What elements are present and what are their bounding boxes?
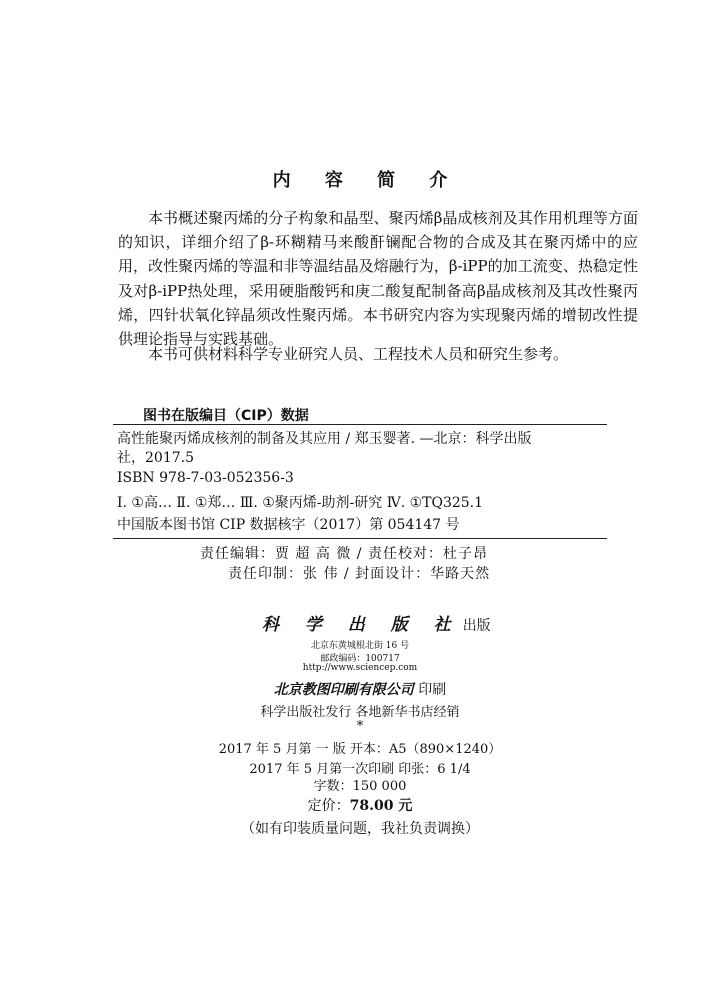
publisher-line xyxy=(262,610,491,635)
printer-name: 北京教图印刷有限公司 xyxy=(273,682,414,698)
summary-title: 内 容 简 介 xyxy=(272,170,462,191)
cip-isbn: ISBN 978-7-03-052356-3 xyxy=(117,470,294,486)
cip-classification: Ⅰ. ①高… Ⅱ. ①郑… Ⅲ. ①聚丙烯-助剂-研究 Ⅳ. ①TQ325.1 xyxy=(117,495,484,511)
publisher-name: 科 学 出 版 社 xyxy=(262,615,461,635)
price-line xyxy=(0,795,720,815)
price-value: 78.00 元 xyxy=(349,798,413,814)
publisher-suffix: 出版 xyxy=(462,618,491,634)
publisher-address: 北京东黄城根北街 16 号 xyxy=(310,641,410,651)
separator-star: * xyxy=(356,719,364,734)
summary-paragraph: 本书概述聚丙烯的分子构象和晶型、聚丙烯β晶成核剂及其作用机理等方面的知识，详细介绍了β-环糊精马来酸酐镧配合物的合成及其在聚丙烯中的应用，改性聚丙烯的等温和非等温结晶及熔融行为，β-iPP的加工流变、热稳定性及对β-iPP热处理，采用硬脂酸钙和庚二酸复配制备高β晶成核剂及其改性聚丙烯，四针状氧化锌晶须改性聚丙烯。本书研究内容为实现聚丙烯的增韧改性提供理论指导与实践基础。 xyxy=(118,209,638,349)
edition-format-line: 2017 年 5 月第 一 版 开本：A5（890×1240） xyxy=(218,742,502,757)
quality-notice: （如有印装质量问题，我社负责调换） xyxy=(241,821,479,837)
print-design-credits: 责任印制：张 伟 / 封面设计：华路天然 xyxy=(228,566,491,582)
cip-top-divider xyxy=(113,424,607,425)
publisher-postcode: 邮政编码：100717 xyxy=(320,654,400,664)
price-label: 定价： xyxy=(307,798,350,814)
word-count-line: 字数：150 000 xyxy=(313,779,407,794)
cip-heading: 图书在版编目（CIP）数据 xyxy=(143,408,309,424)
cip-bottom-divider xyxy=(113,538,607,539)
printer-line xyxy=(0,679,720,699)
cip-title-line-cont: 社，2017.5 xyxy=(117,450,194,466)
printing-sheets-line: 2017 年 5 月第一次印刷 印张：6 1/4 xyxy=(249,762,471,777)
summary-audience-paragraph: 本书可供材料科学专业研究人员、工程技术人员和研究生参考。 xyxy=(148,345,569,363)
editor-credits: 责任编辑：贾 超 高 微 / 责任校对：杜子昂 xyxy=(200,546,488,562)
distribution-line: 科学出版社发行 各地新华书店经销 xyxy=(260,705,460,720)
cip-title-line: 高性能聚丙烯成核剂的制备及其应用 / 郑玉婴著. —北京：科学出版 xyxy=(117,431,532,447)
publisher-website: http://www.sciencep.com xyxy=(302,663,418,673)
cip-record-number: 中国版本图书馆 CIP 数据核字（2017）第 054147 号 xyxy=(117,517,460,533)
printer-suffix: 印刷 xyxy=(418,682,447,698)
